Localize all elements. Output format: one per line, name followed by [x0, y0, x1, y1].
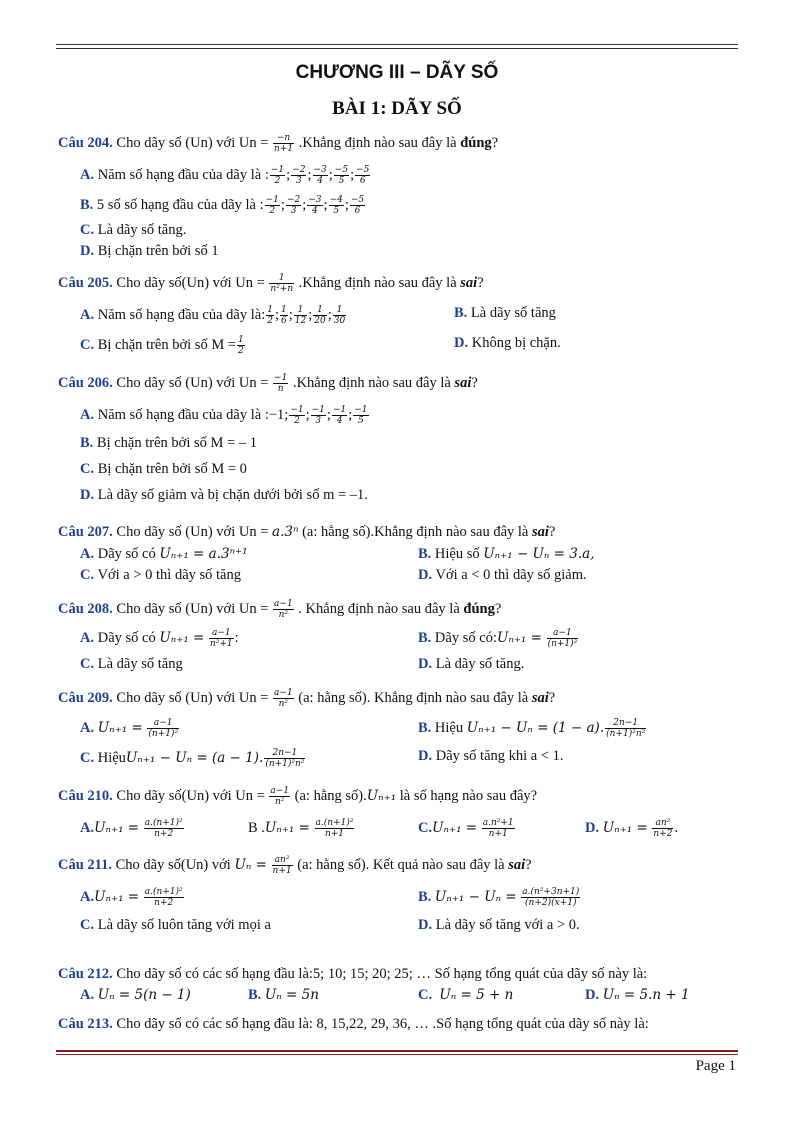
- option-b: B. Dãy số có:Uₙ₊₁ = $\frac{a-1}{\text{(n+1)²}}$: [418, 628, 578, 649]
- question-text: Cho dãy số (Un) với Un =: [116, 134, 269, 151]
- fraction: $\frac{\text{an²}}{n+1}$: [272, 855, 292, 876]
- fraction: $\frac{a-1}{\text{n²}}$: [274, 688, 293, 709]
- option-d: D. Là dãy số tăng với a > 0.: [418, 917, 580, 933]
- option-c: C. Là dãy số luôn tăng với mọi a: [80, 917, 271, 933]
- header-rule: [56, 44, 738, 45]
- fraction: $\frac{1}{20}$: [314, 305, 326, 326]
- question-206: Câu 206. Cho dãy số (Un) với Un = $\frac{-1}{n}$ .Khẳng định nào sau đây là sai?: [58, 373, 478, 394]
- fraction: $\frac{\text{a.(n+1)²}}{n+2}$: [144, 887, 183, 908]
- option-d: D. Là dãy số tăng.: [418, 656, 525, 672]
- option-a: A.Uₙ₊₁ = $\frac{\text{a.(n+1)²}}{n+2}$: [80, 818, 183, 839]
- fraction: $\frac{-4}{5}$: [329, 195, 343, 216]
- question-211: Câu 211. Cho dãy số(Un) với Uₙ = $\frac{\text{an²}}{n+1}$ (a: hằng số). Kết quả nào sau đây là sai?: [58, 855, 532, 876]
- fraction: $\frac{-2}{3}$: [286, 195, 301, 216]
- option-b: B .Uₙ₊₁ = $\frac{\text{a.(n+1)²}}{n+1}$: [248, 818, 354, 839]
- option-a: A. Năm số hạng đầu của dãy là : $\frac{-1}{2}$ ; $\frac{-2}{3}$ ; $\frac{-3}{4}$ ; $\frac{-5}{5}$ ; $\frac{-5}{6}$: [80, 165, 370, 186]
- footer-rule: [56, 1050, 738, 1052]
- question-213: Câu 213. Cho dãy số có các số hạng đầu là: 8, 15,22, 29, 36, … .Số hạng tổng quát của dãy số này là:: [58, 1016, 649, 1032]
- keyword: sai: [460, 274, 478, 291]
- option-c: C. Uₙ = 5 + n: [418, 987, 514, 1003]
- fraction: $\frac{\text{a.(n+1)²}}{n+2}$: [144, 818, 183, 839]
- fraction: $\frac{-1}{2}$: [270, 165, 285, 186]
- option-b: B. Hiệu số Uₙ₊₁ − Uₙ = 3.a,: [418, 546, 595, 562]
- fraction: $\frac{\text{a.n²+1}}{n+1}$: [482, 818, 514, 839]
- option-b: B. Uₙ = 5n: [248, 987, 319, 1003]
- fraction: $\frac{1}{12}$: [294, 305, 307, 326]
- fraction: $\frac{-5}{6}$: [356, 165, 370, 186]
- fraction: $\frac{-1}{2}$: [265, 195, 279, 216]
- option-d: D. Không bị chặn.: [454, 335, 561, 351]
- fraction: $\frac{2n-1}{\text{(n+1)²n²}}$: [265, 748, 305, 769]
- fraction: $\frac{-2}{3}$: [292, 165, 306, 186]
- fraction: $\frac{1}{30}$: [333, 305, 346, 326]
- fraction-list: $\frac{1}{2}$ ; $\frac{1}{6}$ ; $\frac{1}{12}$ ; $\frac{1}{20}$ ; $\frac{1}{30}$: [267, 305, 346, 326]
- chapter-title: CHƯƠNG III – DÃY SỐ: [295, 62, 499, 83]
- option-a: A. Năm số hạng đầu của dãy là :−1; $\frac{-1}{2}$ ; $\frac{-1}{3}$ ; $\frac{-1}{4}$ ; $\frac{-1}{5}$: [80, 405, 368, 426]
- option-a: A. Năm số hạng đầu của dãy là: $\frac{1}{2}$ ; $\frac{1}{6}$ ; $\frac{1}{12}$ ; $\frac{1}{20}$ ; $\frac{1}{30}$: [80, 305, 346, 326]
- fraction: $\frac{\text{a.(n²+3n+1)}}{(n+2)(x+1)}$: [522, 887, 580, 908]
- option-d: D. Là dãy số giảm và bị chặn dưới bởi số m = –1.: [80, 487, 368, 503]
- fraction: $\frac{a-1}{\text{n²+1}}$: [209, 628, 233, 649]
- fraction: $\frac{\text{a.(n+1)²}}{n+1}$: [315, 818, 354, 839]
- fraction: $\frac{-1}{4}$: [332, 405, 347, 426]
- question-text: .Khẳng định nào sau đây là: [298, 134, 461, 151]
- option-d: D. Dãy số tăng khi a < 1.: [418, 748, 564, 764]
- option-c: C. HiệuUₙ₊₁ − Uₙ = (a − 1). $\frac{2n-1}{\text{(n+1)²n²}}$: [80, 748, 305, 769]
- fraction-list: $\frac{-1}{2}$ ; $\frac{-1}{3}$ ; $\frac{-1}{4}$ ; $\frac{-1}{5}$: [290, 405, 368, 426]
- keyword: đúng: [463, 600, 495, 617]
- fraction: $\frac{-3}{4}$: [313, 165, 327, 186]
- keyword: đúng: [460, 134, 492, 151]
- option-b: B. 5 số số hạng đầu của dãy là : $\frac{-1}{2}$ ; $\frac{-2}{3}$ ; $\frac{-3}{4}$ ; $\frac{-4}{5}$ ; $\frac{-5}{6}$: [80, 195, 365, 216]
- keyword: sai: [532, 524, 549, 540]
- option-c: C. Bị chặn trên bởi số M = 0: [80, 461, 247, 477]
- page-number: Page 1: [695, 1058, 736, 1074]
- option-a: A. Uₙ = 5(n − 1): [80, 987, 191, 1003]
- fraction-list: $\frac{-1}{2}$ ; $\frac{-2}{3}$ ; $\frac{-3}{4}$ ; $\frac{-5}{5}$ ; $\frac{-5}{6}$: [270, 165, 370, 186]
- option-a: A. Dãy số có Uₙ₊₁ = $\frac{a-1}{\text{n²+1}}$ :: [80, 628, 239, 649]
- option-a: A. Dãy số có Uₙ₊₁ = a.3ⁿ⁺¹: [80, 546, 248, 562]
- fraction: $\frac{1}{2}$: [267, 305, 273, 326]
- fraction: $\frac{-1}{n}$: [274, 373, 288, 394]
- fraction: $\frac{-5}{6}$: [350, 195, 365, 216]
- fraction: $\frac{a-1}{\text{n²}}$: [270, 786, 290, 807]
- question-number: Câu 204.: [58, 134, 113, 151]
- option-d: D. Bị chặn trên bởi số 1: [80, 243, 219, 259]
- fraction: $\frac{1}{\text{n²+n}}$: [270, 273, 294, 294]
- option-b: B. Bị chặn trên bởi số M = – 1: [80, 435, 257, 451]
- option-c: C. Là dãy số tăng.: [80, 222, 187, 238]
- footer-rule-thin: [56, 1054, 738, 1055]
- question-205: Câu 205. Cho dãy số(Un) với Un = $\frac{1}{\text{n²+n}}$ .Khẳng định nào sau đây là sai?: [58, 273, 484, 294]
- option-b: B. Hiệu Uₙ₊₁ − Uₙ = (1 − a). $\frac{2n-1}{\text{(n+1)²n²}}$: [418, 718, 646, 739]
- question-207: Câu 207. Cho dãy số (Un) với Un = a.3ⁿ (a: hằng số).Khẳng định nào sau đây là sai?: [58, 524, 556, 540]
- fraction: $\frac{1}{2}$: [238, 335, 244, 356]
- option-c: C. Với a > 0 thì dãy số tăng: [80, 567, 241, 583]
- option-a: A. Uₙ₊₁ = $\frac{a-1}{\text{(n+1)²}}$: [80, 718, 179, 739]
- question-208: Câu 208. Cho dãy số (Un) với Un = $\frac{a-1}{\text{n²}}$ . Khẳng định nào sau đây là đúng?: [58, 599, 502, 620]
- option-a: A.Uₙ₊₁ = $\frac{\text{a.(n+1)²}}{n+2}$: [80, 887, 183, 908]
- option-b: B. Uₙ₊₁ − Uₙ = $\frac{\text{a.(n²+3n+1)}}{(n+2)(x+1)}$: [418, 887, 580, 908]
- lesson-title: BÀI 1: DÃY SỐ: [332, 98, 462, 119]
- fraction: $\frac{-3}{4}$: [308, 195, 322, 216]
- fraction: $\frac{2n-1}{\text{(n+1)²n²}}$: [606, 718, 646, 739]
- fraction: $\frac{-1}{3}$: [311, 405, 325, 426]
- option-d: D. Uₙ₊₁ = $\frac{\text{an²}}{n+2}$ .: [585, 818, 679, 839]
- question-212: Câu 212. Cho dãy số có các số hạng đầu là:5; 10; 15; 20; 25; … Số hạng tổng quát của dãy số này là:: [58, 966, 648, 982]
- fraction: $\frac{1}{6}$: [281, 305, 287, 326]
- fraction: $\frac{a-1}{\text{(n+1)²}}$: [148, 718, 179, 739]
- option-c: C. Là dãy số tăng: [80, 656, 183, 672]
- option-d: D. Với a < 0 thì dãy số giảm.: [418, 567, 587, 583]
- option-c: C. Bị chặn trên bởi số M = $\frac{1}{2}$: [80, 335, 244, 356]
- question-204: Câu 204. Cho dãy số (Un) với Un = $\frac{-n}{n+1}$ .Khẳng định nào sau đây là đúng?: [58, 133, 499, 154]
- keyword: sai: [508, 856, 526, 873]
- fraction: $\frac{-5}{5}$: [334, 165, 349, 186]
- fraction: $\frac{a-1}{\text{n²}}$: [274, 599, 293, 620]
- question-209: Câu 209. Cho dãy số (Un) với Un = $\frac{a-1}{\text{n²}}$ (a: hằng số). Khẳng định nào sau đây là sai?: [58, 688, 556, 709]
- question-210: Câu 210. Cho dãy số(Un) với Un = $\frac{a-1}{\text{n²}}$ (a: hằng số).Uₙ₊₁ là số hạng nào sau đây?: [58, 786, 538, 807]
- option-d: D. Uₙ = 5.n + 1: [585, 987, 690, 1003]
- fraction: $\frac{\text{an²}}{n+2}$: [653, 818, 673, 839]
- fraction: $\frac{-1}{2}$: [290, 405, 304, 426]
- fraction: $\frac{-1}{5}$: [354, 405, 368, 426]
- fraction: $\frac{a-1}{\text{(n+1)²}}$: [547, 628, 578, 649]
- fraction-list: $\frac{-1}{2}$ ; $\frac{-2}{3}$ ; $\frac{-3}{4}$ ; $\frac{-4}{5}$ ; $\frac{-5}{6}$: [265, 195, 365, 216]
- option-c: C.Uₙ₊₁ = $\frac{\text{a.n²+1}}{n+1}$: [418, 818, 514, 839]
- keyword: sai: [454, 374, 472, 391]
- fraction: $\frac{-n}{n+1}$: [274, 133, 294, 154]
- keyword: sai: [531, 689, 549, 706]
- option-b: B. Là dãy số tăng: [454, 305, 556, 321]
- header-rule-thin: [56, 48, 738, 49]
